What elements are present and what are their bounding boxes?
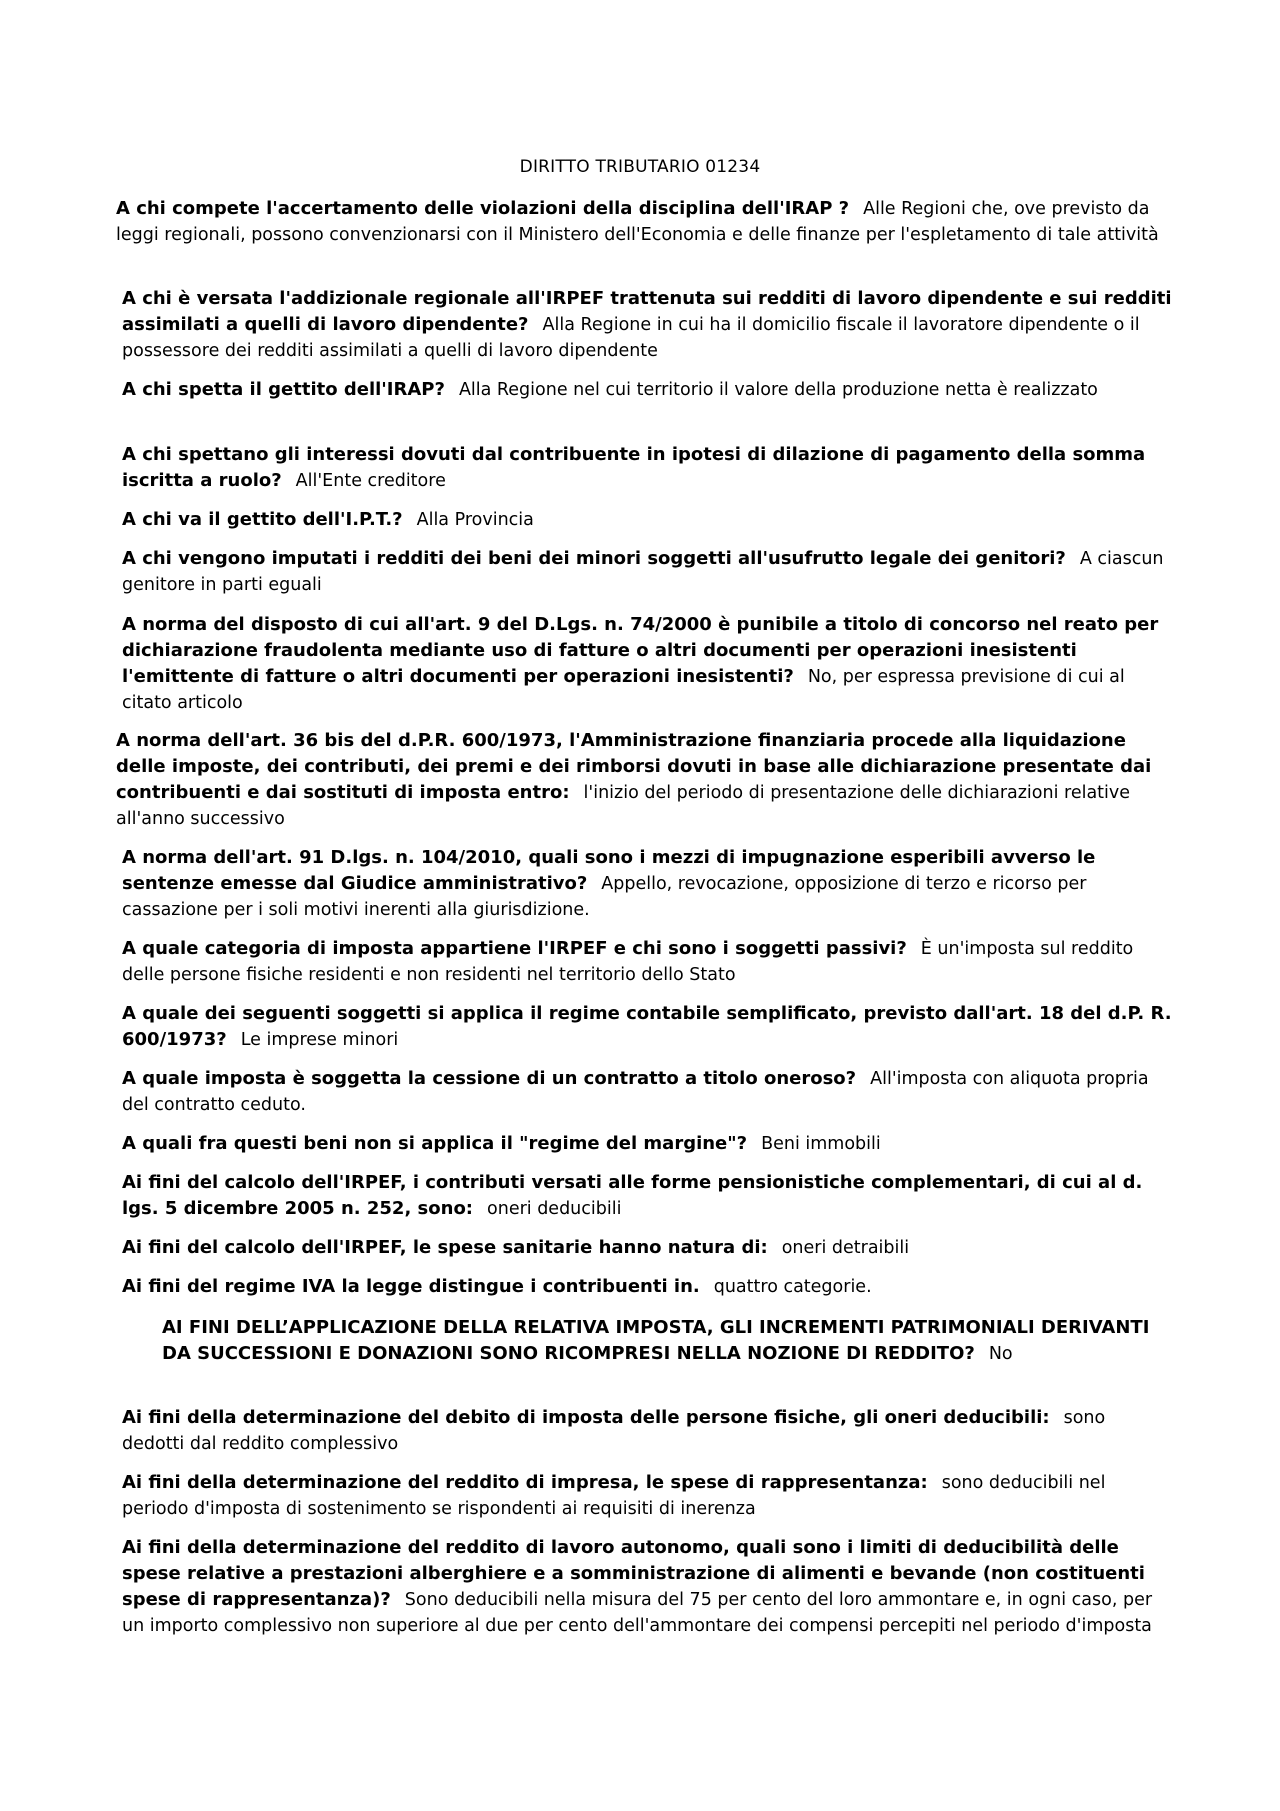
question-text: A quale categoria di imposta appartiene l'IRPEF e chi sono i soggetti passivi? (122, 938, 907, 959)
qa-item (122, 1235, 1172, 1261)
question-text: Ai fini della determinazione del reddito di lavoro autonomo, quali sono i limiti di deducibilità delle spese relative a prestazioni alberghiere e a somministrazione di alimenti e bevande (non costituenti spese di rappresentanza)? (122, 1537, 1145, 1610)
question-text: Ai fini del calcolo dell'IRPEF, i contributi versati alle forme pensionistiche complementari, di cui al d. lgs. 5 dicembre 2005 n. 252, sono: (122, 1172, 1143, 1219)
question-text: A quale imposta è soggetta la cessione di un contratto a titolo oneroso? (122, 1068, 857, 1089)
qa-item (122, 1001, 1172, 1053)
answer-text: Appello, revocazione, opposizione di terzo e ricorso per cassazione per i soli motivi inerenti alla giurisdizione. (122, 874, 1087, 920)
answer-text: sono dedotti dal reddito complessivo (122, 1408, 1106, 1454)
question-text: Ai fini del regime IVA la legge distingue i contribuenti in. (122, 1276, 700, 1297)
question-text: A chi compete l'accertamento delle violazioni della disciplina dell'IRAP ? (116, 198, 850, 219)
answer-text: oneri deducibili (487, 1199, 622, 1219)
question-text: Ai fini della determinazione del debito di imposta delle persone fisiche, gli oneri deducibili: (122, 1407, 1050, 1428)
qa-item (116, 196, 1166, 248)
answer-text: No (988, 1344, 1013, 1364)
answer-text: Alla Regione in cui ha il domicilio fiscale il lavoratore dipendente o il possessore dei redditi assimilati a quelli di lavoro dipendente (122, 315, 1140, 361)
question-text: A norma dell'art. 36 bis del d.P.R. 600/1973, l'Amministrazione finanziaria procede alla liquidazione delle imposte, dei contributi, dei premi e dei rimborsi dovuti in base alle dichiarazione presentate dai contribuenti e dai sostituti di imposta entro: (116, 730, 1152, 803)
answer-text: Alle Regioni che, ove previsto da leggi regionali, possono convenzionarsi con il Ministero dell'Economia e delle finanze per l'espletamento di tale attività (116, 199, 1159, 245)
answer-text: Alla Provincia (416, 510, 534, 530)
answer-text: All'Ente creditore (295, 471, 446, 491)
qa-item (122, 845, 1172, 923)
qa-item (122, 1535, 1172, 1639)
question-text: Ai fini della determinazione del reddito di impresa, le spese di rappresentanza: (122, 1472, 928, 1493)
qa-item (122, 507, 1172, 533)
qa-item (122, 1066, 1172, 1118)
document-title: DIRITTO TRIBUTARIO 01234 (519, 157, 761, 177)
qa-item (122, 1131, 1172, 1157)
qa-item (122, 1470, 1172, 1522)
answer-text: A ciascun genitore in parti eguali (122, 549, 1164, 595)
answer-text: Alla Regione nel cui territorio il valore della produzione netta è realizzato (458, 380, 1098, 400)
qa-item (162, 1315, 1172, 1367)
answer-text: sono deducibili nel periodo d'imposta di sostenimento se rispondenti ai requisiti di inerenza (122, 1473, 1106, 1519)
qa-item (122, 936, 1172, 988)
qa-item (122, 377, 1172, 403)
answer-text: Sono deducibili nella misura del 75 per cento del loro ammontare e, in ogni caso, per un importo complessivo non superiore al due per cento dell'ammontare dei compensi percepiti nel periodo d'imposta (122, 1590, 1153, 1636)
qa-item (122, 1170, 1172, 1222)
qa-item (116, 728, 1166, 832)
answer-text: quattro categorie. (713, 1277, 872, 1297)
question-text: A chi va il gettito dell'I.P.T.? (122, 509, 403, 530)
answer-text: oneri detraibili (781, 1238, 910, 1258)
qa-item (122, 1405, 1172, 1457)
answer-text: Le imprese minori (240, 1030, 399, 1050)
qa-item (122, 1274, 1172, 1300)
qa-item (122, 442, 1172, 494)
answer-text: l'inizio del periodo di presentazione delle dichiarazioni relative all'anno successivo (116, 783, 1131, 829)
question-text: A chi spetta il gettito dell'IRAP? (122, 379, 445, 400)
answer-text: All'imposta con aliquota propria del contratto ceduto. (122, 1069, 1149, 1115)
question-text: A quale dei seguenti soggetti si applica il regime contabile semplificato, previsto dall'art. 18 del d.P. R. 600/1973? (122, 1003, 1172, 1050)
question-text: A quali fra questi beni non si applica il "regime del margine"? (122, 1133, 748, 1154)
question-text: A norma del disposto di cui all'art. 9 del D.Lgs. n. 74/2000 è punibile a titolo di concorso nel reato per dichiarazione fraudolenta mediante uso di fatture o altri documenti per operazioni inesistenti l'emittente di fatture o altri documenti per operazioni inesistenti? (122, 614, 1159, 687)
answer-text: È un'imposta sul reddito delle persone fisiche residenti e non residenti nel territorio dello Stato (122, 939, 1134, 985)
qa-item (122, 612, 1172, 716)
question-text: A norma dell'art. 91 D.lgs. n. 104/2010, quali sono i mezzi di impugnazione esperibili avverso le sentenze emesse dal Giudice amministrativo? (122, 847, 1096, 894)
question-text: AI FINI DELL’APPLICAZIONE DELLA RELATIVA IMPOSTA, GLI INCREMENTI PATRIMONIALI DERIVANTI DA SUCCESSIONI E DONAZIONI SONO RICOMPRESI NELLA NOZIONE DI REDDITO? (162, 1317, 1150, 1364)
qa-item (122, 286, 1172, 364)
question-text: A chi è versata l'addizionale regionale all'IRPEF trattenuta sui redditi di lavoro dipendente e sui redditi assimilati a quelli di lavoro dipendente? (122, 288, 1172, 335)
question-text: A chi spettano gli interessi dovuti dal contribuente in ipotesi di dilazione di pagamento della somma iscritta a ruolo? (122, 444, 1146, 491)
question-text: Ai fini del calcolo dell'IRPEF, le spese sanitarie hanno natura di: (122, 1237, 768, 1258)
answer-text: No, per espressa previsione di cui al citato articolo (122, 667, 1125, 713)
question-text: A chi vengono imputati i redditi dei beni dei minori soggetti all'usufrutto legale dei genitori? (122, 548, 1066, 569)
answer-text: Beni immobili (761, 1134, 881, 1154)
qa-item (122, 546, 1172, 598)
